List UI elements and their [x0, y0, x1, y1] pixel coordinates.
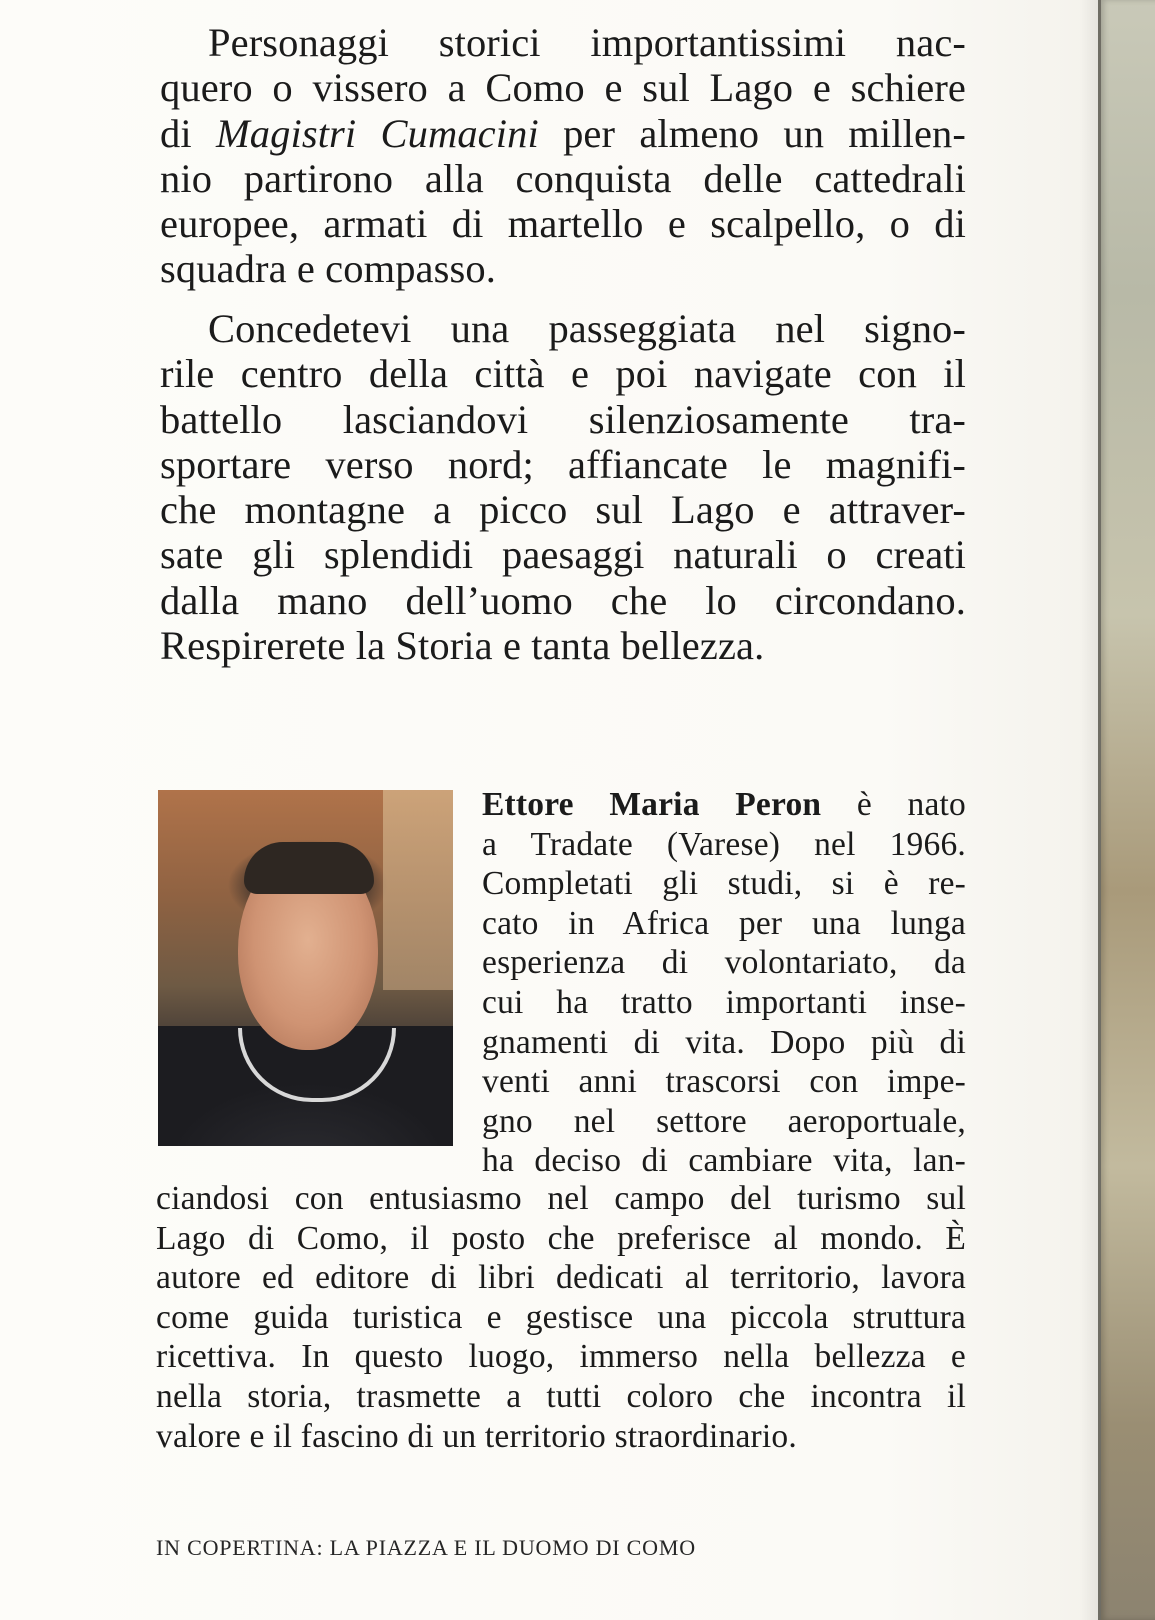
text-line: a Tradate (Varese) nel 1966. — [482, 825, 966, 863]
author-bio-top — [482, 785, 966, 1181]
text-line: ha deciso di cambiare vita, lan- — [482, 1142, 966, 1180]
text-line: squadra e compasso. — [160, 246, 496, 292]
text-line: rile centro della città e poi navigate con il — [160, 351, 966, 397]
text-line: cato in Africa per una lunga — [482, 904, 966, 942]
text-line: Completati gli studi, si è re- — [482, 865, 966, 903]
text-fragment: per almeno un millen- — [563, 110, 966, 156]
cover-edge-illustration — [1098, 0, 1155, 1620]
text-line: nella storia, trasmette a tutti coloro che incontra il — [156, 1377, 966, 1415]
text-line: gno nel settore aeroportuale, — [482, 1102, 966, 1140]
text-line: Lago di Como, il posto che preferisce al mondo. È — [156, 1219, 966, 1257]
text-line: esperienza di volontariato, da — [482, 944, 966, 982]
text-line: ciandosi con entusiasmo nel campo del turismo sul — [156, 1180, 966, 1217]
cover-caption: IN COPERTINA: LA PIAZZA E IL DUOMO DI COMO — [156, 1535, 696, 1560]
text-line: venti anni trascorsi con impe- — [482, 1063, 966, 1101]
text-line: autore ed editore di libri dedicati al territorio, lavora — [156, 1259, 966, 1297]
author-photo — [158, 790, 453, 1146]
author-name: Ettore Maria Peron — [482, 786, 822, 823]
text-line: sportare verso nord; affiancate le magnifi- — [160, 441, 966, 487]
text-line: battello lasciandovi silenziosamente tra- — [160, 396, 966, 442]
text-line: Personaggi storici importantissimi nac- — [208, 20, 966, 65]
text-fragment: è nato — [856, 786, 966, 823]
text-line: Concedetevi una passeggiata nel signo- — [208, 306, 966, 351]
text-line: ricettiva. In questo luogo, immerso nella bellezza e — [156, 1338, 966, 1376]
text-line: nio partirono alla conquista delle cattedrali — [160, 155, 966, 201]
text-line: come guida turistica e gestisce una piccola struttura — [156, 1298, 966, 1336]
author-bio-bottom — [156, 1179, 966, 1456]
text-line: europee, armati di martello e scalpello, o di — [160, 201, 966, 247]
text-line: gnamenti di vita. Dopo più di — [482, 1023, 966, 1061]
text-line: sate gli splendidi paesaggi naturali o creati — [160, 532, 966, 578]
text-line-with-italic — [160, 111, 966, 156]
italic-prefix: di — [160, 110, 216, 156]
text-line: dalla mano dell’uomo che lo circondano. — [160, 577, 966, 623]
text-line: che montagne a picco sul Lago e attraver- — [160, 487, 966, 533]
text-line: cui ha tratto importanti inse- — [482, 983, 966, 1021]
intro-paragraph — [160, 20, 966, 292]
text-line: Respirerete la Storia e tanta bellezza. — [160, 623, 765, 669]
text-line: quero o vissero a Como e sul Lago e schiere — [160, 65, 966, 111]
page-edge-shadow — [1080, 0, 1098, 1620]
text-line: valore e il fascino di un territorio straordinario. — [156, 1417, 797, 1455]
travel-paragraph — [160, 306, 966, 668]
magistri-cumacini-italic: Magistri Cumacini — [215, 110, 539, 156]
bio-first-line — [482, 785, 966, 825]
